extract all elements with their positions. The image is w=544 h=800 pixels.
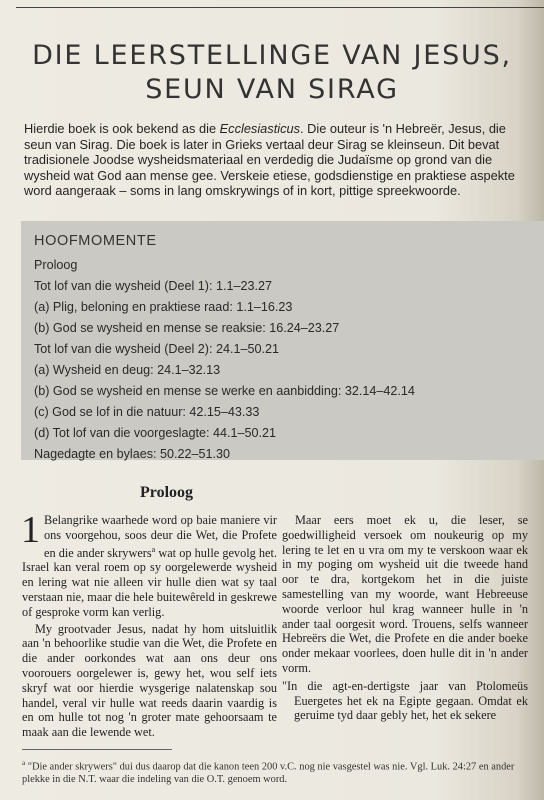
hoofmoment-item: Tot lof van die wysheid (Deel 1): 1.1–23.27 xyxy=(34,279,273,293)
page-title-line2: SEUN VAN SIRAG xyxy=(145,74,399,105)
footnote xyxy=(22,757,532,786)
intro-text-2: . Die outeur is 'n Hebreër, Jesus, die seun van Sirag. Die boek is later in Grieks vertaal deur Sirag se kleinseun. Dit bevat tradisionele Joodse wysheidsmateriaal en verdedig die Judaïsme op grond van die wysheid wat God aan mense gee. Verskeie etiese, godsdienstige en praktiese aspekte word aangeraak – soms in lang omskrywings of in kort, pittige spreekwoorde. xyxy=(24,121,515,199)
hoofmoment-item: (a) Wysheid en deug: 24.1–32.13 xyxy=(34,363,221,377)
footnote-marker: a xyxy=(22,759,26,767)
hoofmoment-item: (c) God se lof in die natuur: 42.15–43.33 xyxy=(34,405,260,419)
right-column-body xyxy=(282,513,528,723)
intro-text-1: Hierdie boek is ook bekend as die xyxy=(24,121,220,136)
hoofmomente-box xyxy=(21,221,544,460)
footnote-ref: a xyxy=(151,544,156,554)
para1-rest: wat op hulle gevolg het. Israel kan veral roem op sy oorgelewerde wysheid en lering wat nie alleen vir hulle dien wat sy taal verstaan nie, maar die hele buitewêreld in geskrewe of gesproke vorm kan verlig. xyxy=(22,545,277,619)
hoofmoment-item: Nagedagte en bylaes: 50.22–51.30 xyxy=(34,447,231,461)
hoofmomente-heading: HOOFMOMENTE xyxy=(34,233,157,249)
proloog-paragraph-1 xyxy=(21,509,277,620)
proloog-paragraph-3: Maar eers moet ek u, die leser, se goedwilligheid versoek om noukeurig op my lering te let en u vra om my te verskoon waar ek in my poging om wysheid uit die tweede hand oor te dra, kortgekom het in die juiste samestelling van my woorde, want Hebreeuse woorde verloor hul krag wanneer hulle in 'n ander taal oorgesit word. Trouens, selfs wanneer Hebreërs die Wet, die Profete en die ander boeke onder mekaar voorlees, doen hulle dit in 'n ander vorm. xyxy=(282,513,528,675)
hoofmoment-item: Tot lof van die wysheid (Deel 2): 24.1–50.21 xyxy=(34,342,280,356)
hoofmoment-item: (b) God se wysheid en mense se reaksie: 16.24–23.27 xyxy=(34,321,340,335)
hoofmoment-item: (b) God se wysheid en mense se werke en aanbidding: 32.14–42.14 xyxy=(34,384,415,398)
hoofmoment-item: Proloog xyxy=(34,258,78,272)
hoofmoment-item: (d) Tot lof van die voorgeslagte: 44.1–50.21 xyxy=(34,426,277,440)
page-title-line1: DIE LEERSTELLINGE VAN JESUS, xyxy=(32,40,512,71)
footnote-rule xyxy=(22,749,172,750)
proloog-paragraph-4: "In die agt-en-dertigste jaar van Ptolomeüs Euergetes het ek na Egipte gegaan. Omdat ek geruime tyd daar gebly het, het ek sekere xyxy=(282,678,528,723)
proloog-paragraph-2: My grootvader Jesus, nadat hy hom uitsluitlik aan 'n behoorlike studie van die Wet, die Profete en die ander oorkondes wat aan ons deur ons voorouers oorgelewer is, gewy het, wou self iets skryf wat oor hierdie wysgerige nalatenskap sou handel, veral vir hulle wat reeds daarin vaardig is en om hulle tot nog 'n groter mate gehoorsaam te maak aan die lewende wet. xyxy=(22,621,277,740)
proloog-heading: Proloog xyxy=(140,484,194,501)
para1-text: Belangrike waarhede word op baie maniere vir ons voorgehou, soos deur die Wet, die Profete en die ander skrywers xyxy=(44,513,277,560)
top-rule xyxy=(16,7,544,8)
left-column xyxy=(21,509,277,740)
footnote-text: "Die ander skrywers" dui dus daarop dat die kanon teen 200 v.C. nog nie vasgestel was nie. Vgl. Luk. 24:27 en ander plekke in die N.T. waar die indeling van die O.T. genoem word. xyxy=(22,761,515,786)
intro-paragraph xyxy=(24,121,534,199)
intro-book-name: Ecclesiasticus xyxy=(219,121,301,136)
verse-number: 1 xyxy=(21,509,40,551)
hoofmoment-item: (a) Plig, beloning en praktiese raad: 1.1–16.23 xyxy=(34,300,293,314)
